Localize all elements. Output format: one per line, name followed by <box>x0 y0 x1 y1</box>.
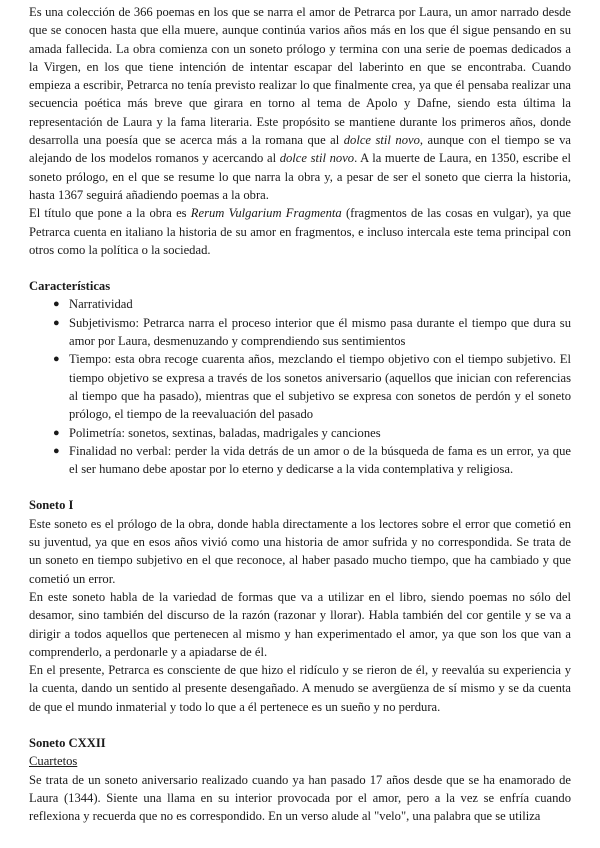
subheading-cuartetos: Cuartetos <box>29 754 78 769</box>
soneto-i-paragraph-3: En el presente, Petrarca es consciente de que hizo el ridículo y se rieron de él, y reevalúa su experiencia y la cuenta, dando un sentido al presente desengañado. A menudo se avergüenza de sí mismo y se da cuenta de que el mundo inmaterial y todo lo que a él pertenece es un sueño y no perdura. <box>29 663 571 714</box>
bullet-icon: ● <box>53 316 60 329</box>
list-item: ● Narratividad <box>53 295 571 313</box>
intro-paragraph-1: Es una colección de 366 poemas en los que se narra el amor de Petrarca por Laura, un amor narrado desde que se conocen hasta que ella muere, aunque continúa varios años más en los que él sigue pensando en su amada fallecida. La obra comienza con un soneto prólogo y termina con una serie de poemas dedicados a la Virgen, en los que tiene intención de intentar escapar del laberinto en que se encontraba. Cuando empieza a escribir, Petrarca no tenía previsto realizar lo que finalmente crea, ya que él pensaba realizar una secuencia poética más breve que girara en torno al tema de Apolo y Dafne, siendo esta última la representación de Laura y la fama literaria. Este propósito se mantiene durante los primeros años, donde desarrolla una poesía que se acerca más a la romana que al dolce stil novo, aunque con el tiempo se va alejando de los modelos romanos y acercando al dolce stil novo. A la muerte de Laura, en 1350, escribe el soneto prólogo, en el que se resume lo que narra la obra y, a pesar de ser el soneto que cierra la historia, hasta 1367 seguirá añadiendo poemas a la obra. <box>29 5 571 202</box>
work-title: Rerum Vulgarium Fragmenta <box>190 206 342 221</box>
soneto-i-paragraph-2: En este soneto habla de la variedad de formas que va a utilizar en el libro, siendo poemas no sólo del desamor, sino también del discurso de la razón (razonar y llorar). Habla también del cor gentile y se va a dirigir a todos aquellos que pertenecen al mismo y han experimentado el amor, ya que son los que van a comprenderlo, a perdonarle y a apiadarse de él. <box>29 589 571 659</box>
italic-term: dolce stil novo <box>279 151 355 166</box>
bullet-icon: ● <box>53 426 60 439</box>
intro-paragraph-2: El título que pone a la obra es Rerum Vulgarium Fragmenta (fragmentos de las cosas en vulgar), ya que Petrarca cuenta en italiano la historia de su amor en fragmentos, e incluso intercala este tema principal con otros como la política o la sociedad. <box>29 206 571 257</box>
section-heading-caracteristicas: Características <box>29 279 111 294</box>
soneto-i-paragraph-1: Este soneto es el prólogo de la obra, donde habla directamente a los lectores sobre el error que cometió en su juventud, ya que en esos años vivió como una historia de amor sufrida y no correspondida. Se trata de un soneto en tiempo subjetivo en el que reconoce, al haber pasado mucho tiempo, que ha cambiado y que cometió un error. <box>29 516 571 586</box>
bullet-icon: ● <box>53 444 60 457</box>
bullet-icon: ● <box>53 353 60 366</box>
section-heading-soneto-i: Soneto I <box>29 498 74 513</box>
caracteristicas-list <box>29 295 571 478</box>
italic-term: dolce stil novo <box>343 133 420 148</box>
list-item: ● Finalidad no verbal: perder la vida detrás de un amor o de la búsqueda de fama es un error, ya que el ser humano debe apostar por lo eterno y dedicarse a la vida contemplativa y religiosa. <box>53 443 571 477</box>
soneto-cxxii-paragraph: Se trata de un soneto aniversario realizado cuando ya han pasado 17 años desde que se ha enamorado de Laura (1344). Siente una llama en su interior provocada por el amor, pero a la vez se enfría cuando reflexiona y recuerda que no es correspondido. En un verso alude al "velo", una palabra que se utiliza <box>29 772 571 824</box>
list-item: ● Tiempo: esta obra recoge cuarenta años, mezclando el tiempo objetivo con el tiempo subjetivo. El tiempo objetivo se expresa a través de los sonetos aniversario (aquellos que inician con referencias al tiempo que ha pasado), mientras que el subjetivo se expresa con sonetos de perdón y el soneto prólogo, el tiempo de la reevaluación del pasado <box>53 352 571 422</box>
list-item: ● Polimetría: sonetos, sextinas, baladas, madrigales y canciones <box>53 424 571 442</box>
list-item: ● Subjetivismo: Petrarca narra el proceso interior que él mismo pasa durante el tiempo que dura su amor por Laura, desmenuzando y comprendiendo sus sentimientos <box>53 315 571 349</box>
section-heading-soneto-cxxii: Soneto CXXII <box>29 735 106 750</box>
bullet-icon: ● <box>53 298 60 311</box>
